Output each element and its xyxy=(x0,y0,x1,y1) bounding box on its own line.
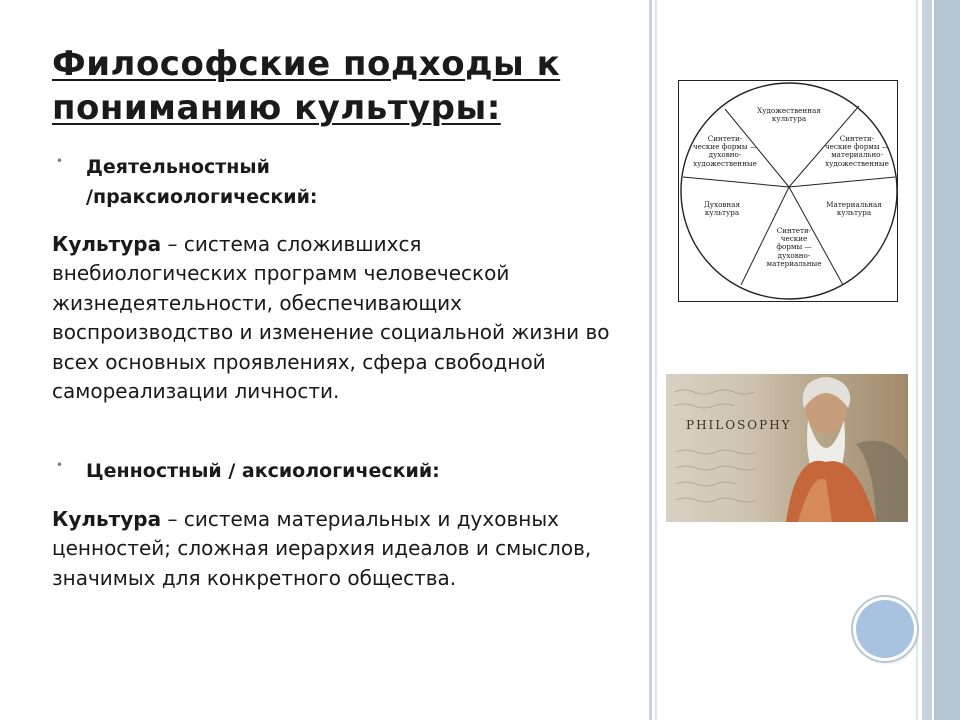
diagram-segment-label: Синтети- ческие формы — духовно- художественные xyxy=(692,134,758,168)
definition-term: Культура xyxy=(52,507,162,531)
bullet-dot-icon: • xyxy=(56,154,64,168)
diagram-segment-label: Художественная культура xyxy=(757,106,821,124)
diagram-segment-label: Синтети- ческие формы — материально- художественные xyxy=(824,134,890,168)
frame-line xyxy=(916,0,918,720)
diagram-segment-label: Духовная культура xyxy=(703,200,741,218)
culture-diagram xyxy=(678,80,898,302)
philosopher-illustration xyxy=(666,374,908,522)
definition-paragraph xyxy=(52,230,622,406)
decorative-circle xyxy=(856,600,914,658)
definition-term: Культура xyxy=(52,232,162,256)
photo-caption: PHILOSOPHY xyxy=(686,418,792,432)
definition-text: – система материальных и духовных ценностей; сложная иерархия идеалов и смыслов, значимых для конкретного общества. xyxy=(52,507,592,590)
frame-line xyxy=(922,0,932,720)
frame-line xyxy=(655,0,657,720)
bullet-text: Деятельностный /праксиологический: xyxy=(86,156,318,208)
bullet-text: Ценностный / аксиологический: xyxy=(86,460,440,482)
slide-title: Философские подходы к пониманию культуры: xyxy=(52,44,561,128)
frame-line xyxy=(649,0,652,720)
diagram-segment-label: Синтети- ческие формы — духовно- материальные xyxy=(766,226,822,268)
definition-text: – система сложившихся внебиологических программ человеческой жизнедеятельности, обеспечивающих воспроизводство и изменение социальной жизни во всех основных проявлениях, сфера свободной самореализации личности. xyxy=(52,232,610,404)
diagram-segment-label: Материальная культура xyxy=(826,200,882,218)
philosophy-photo xyxy=(666,374,908,522)
bullet-dot-icon: • xyxy=(56,458,64,472)
frame-line xyxy=(934,0,960,720)
definition-paragraph xyxy=(52,505,622,593)
